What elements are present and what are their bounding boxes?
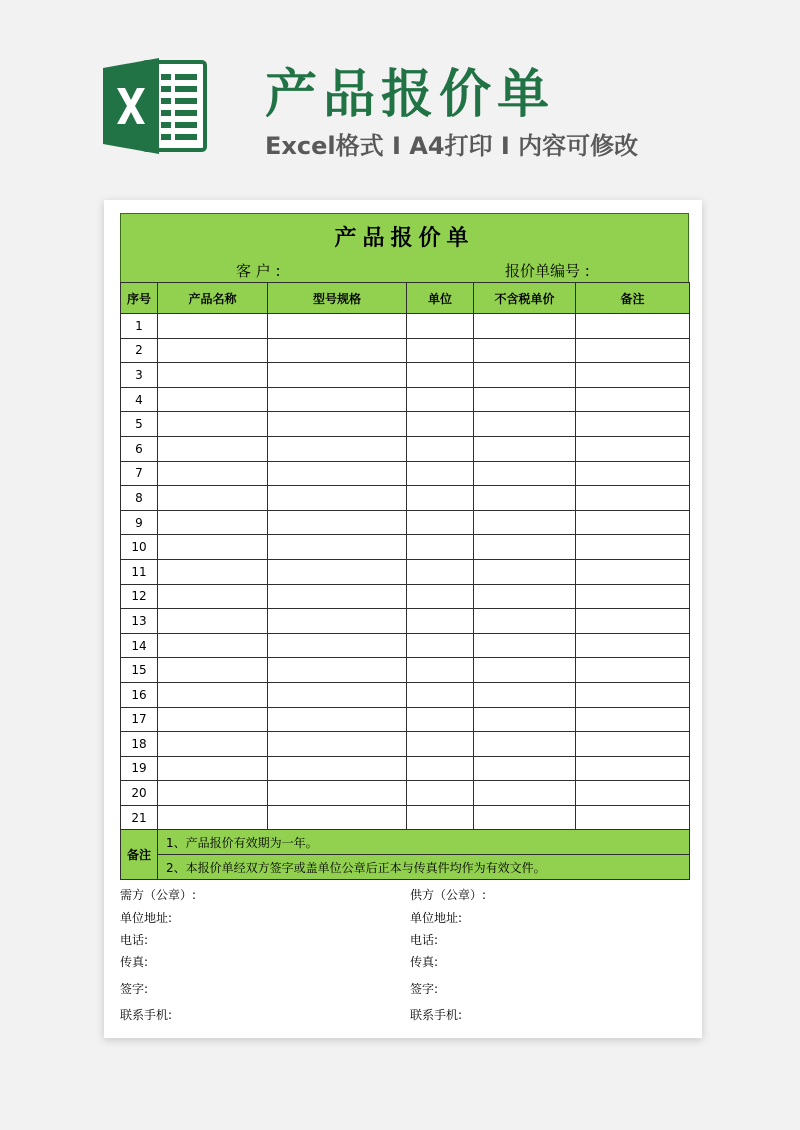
product-name-cell[interactable] (158, 707, 268, 732)
unit-price-cell[interactable] (474, 486, 576, 511)
model-spec-cell[interactable] (268, 707, 407, 732)
remark-cell[interactable] (576, 535, 690, 560)
seller-phone-label: 电话: (410, 933, 439, 947)
unit-cell[interactable] (407, 436, 474, 461)
row-index-cell: 18 (121, 732, 158, 757)
model-spec-cell[interactable] (268, 682, 407, 707)
remark-cell[interactable] (576, 314, 690, 339)
unit-cell[interactable] (407, 363, 474, 388)
table-row (121, 510, 690, 535)
unit-cell[interactable] (407, 314, 474, 339)
product-name-cell[interactable] (158, 387, 268, 412)
model-spec-cell[interactable] (268, 805, 407, 830)
model-spec-cell[interactable] (268, 633, 407, 658)
col-header-model-spec: 型号规格 (268, 283, 407, 314)
remark-cell[interactable] (576, 756, 690, 781)
product-name-cell[interactable] (158, 412, 268, 437)
unit-cell[interactable] (407, 707, 474, 732)
remark-cell[interactable] (576, 707, 690, 732)
row-index-cell: 20 (121, 781, 158, 806)
table-row (121, 314, 690, 339)
unit-price-cell[interactable] (474, 658, 576, 683)
model-spec-cell[interactable] (268, 756, 407, 781)
banner-subtitle: Excel格式 I A4打印 I 内容可修改 (265, 132, 639, 160)
model-spec-cell[interactable] (268, 436, 407, 461)
unit-cell[interactable] (407, 486, 474, 511)
table-row (121, 781, 690, 806)
row-index-cell: 6 (121, 436, 158, 461)
remark-cell[interactable] (576, 486, 690, 511)
row-index-cell: 10 (121, 535, 158, 560)
table-row (121, 412, 690, 437)
row-index-cell: 8 (121, 486, 158, 511)
col-header-unit: 单位 (407, 283, 474, 314)
remark-cell[interactable] (576, 387, 690, 412)
row-index-cell: 15 (121, 658, 158, 683)
remark-cell[interactable] (576, 609, 690, 634)
remark-cell[interactable] (576, 682, 690, 707)
table-row (121, 559, 690, 584)
product-name-cell[interactable] (158, 756, 268, 781)
banner-title: 产品报价单 (265, 65, 556, 125)
model-spec-cell[interactable] (268, 732, 407, 757)
unit-price-cell[interactable] (474, 805, 576, 830)
table-row (121, 535, 690, 560)
remark-cell[interactable] (576, 805, 690, 830)
unit-cell[interactable] (407, 756, 474, 781)
product-name-cell[interactable] (158, 535, 268, 560)
unit-cell[interactable] (407, 584, 474, 609)
unit-cell[interactable] (407, 609, 474, 634)
row-index-cell: 13 (121, 609, 158, 634)
unit-price-cell[interactable] (474, 584, 576, 609)
unit-cell[interactable] (407, 559, 474, 584)
model-spec-cell[interactable] (268, 412, 407, 437)
seller-mobile-label: 联系手机: (410, 1008, 463, 1022)
col-header-remark: 备注 (576, 283, 690, 314)
model-spec-cell[interactable] (268, 535, 407, 560)
unit-cell[interactable] (407, 658, 474, 683)
model-spec-cell[interactable] (268, 314, 407, 339)
remark-cell[interactable] (576, 559, 690, 584)
notes-row-1 (121, 830, 690, 855)
unit-price-cell[interactable] (474, 682, 576, 707)
product-name-cell[interactable] (158, 609, 268, 634)
buyer-mobile-label: 联系手机: (120, 1008, 173, 1022)
model-spec-cell[interactable] (268, 461, 407, 486)
product-name-cell[interactable] (158, 682, 268, 707)
buyer-phone-label: 电话: (120, 933, 149, 947)
unit-price-cell[interactable] (474, 510, 576, 535)
row-index-cell: 21 (121, 805, 158, 830)
quote-table (120, 282, 690, 880)
unit-price-cell[interactable] (474, 707, 576, 732)
table-header-row (121, 283, 690, 314)
product-name-cell[interactable] (158, 559, 268, 584)
unit-price-cell[interactable] (474, 314, 576, 339)
unit-cell[interactable] (407, 732, 474, 757)
buyer-sign-label: 签字: (120, 982, 149, 996)
remark-cell[interactable] (576, 633, 690, 658)
product-name-cell[interactable] (158, 510, 268, 535)
unit-cell[interactable] (407, 461, 474, 486)
product-name-cell[interactable] (158, 732, 268, 757)
buyer-party-label: 需方（公章）: (120, 888, 197, 902)
product-name-cell[interactable] (158, 363, 268, 388)
seller-fax-label: 传真: (410, 955, 439, 969)
unit-price-cell[interactable] (474, 387, 576, 412)
unit-cell[interactable] (407, 781, 474, 806)
unit-cell[interactable] (407, 387, 474, 412)
row-index-cell: 5 (121, 412, 158, 437)
table-row (121, 805, 690, 830)
remark-cell[interactable] (576, 412, 690, 437)
unit-cell[interactable] (407, 338, 474, 363)
remark-cell[interactable] (576, 658, 690, 683)
product-name-cell[interactable] (158, 781, 268, 806)
model-spec-cell[interactable] (268, 486, 407, 511)
customer-label: 客 户 : (236, 262, 281, 280)
row-index-cell: 9 (121, 510, 158, 535)
unit-price-cell[interactable] (474, 781, 576, 806)
unit-price-cell[interactable] (474, 609, 576, 634)
seller-sign-label: 签字: (410, 982, 439, 996)
unit-price-cell[interactable] (474, 732, 576, 757)
notes-row-2 (121, 855, 690, 880)
col-header-index: 序号 (121, 283, 158, 314)
quote-sheet (120, 213, 689, 880)
quote-number-label: 报价单编号 : (505, 262, 590, 280)
buyer-address-label: 单位地址: (120, 911, 173, 925)
row-index-cell: 7 (121, 461, 158, 486)
remark-cell[interactable] (576, 584, 690, 609)
table-row (121, 609, 690, 634)
col-header-unit-price: 不含税单价 (474, 283, 576, 314)
table-row (121, 486, 690, 511)
table-row (121, 338, 690, 363)
unit-cell[interactable] (407, 805, 474, 830)
remark-cell[interactable] (576, 781, 690, 806)
unit-price-cell[interactable] (474, 412, 576, 437)
quote-sheet-paper (104, 200, 702, 1038)
row-index-cell: 4 (121, 387, 158, 412)
model-spec-cell[interactable] (268, 559, 407, 584)
table-row (121, 363, 690, 388)
product-name-cell[interactable] (158, 658, 268, 683)
model-spec-cell[interactable] (268, 338, 407, 363)
model-spec-cell[interactable] (268, 584, 407, 609)
remark-cell[interactable] (576, 510, 690, 535)
row-index-cell: 16 (121, 682, 158, 707)
unit-price-cell[interactable] (474, 559, 576, 584)
model-spec-cell[interactable] (268, 510, 407, 535)
product-name-cell[interactable] (158, 805, 268, 830)
seller-party-label: 供方（公章）: (410, 888, 487, 902)
remark-cell[interactable] (576, 338, 690, 363)
row-index-cell: 3 (121, 363, 158, 388)
row-index-cell: 19 (121, 756, 158, 781)
excel-logo-icon (103, 56, 207, 156)
table-row (121, 584, 690, 609)
unit-price-cell[interactable] (474, 338, 576, 363)
remark-cell[interactable] (576, 436, 690, 461)
table-row (121, 756, 690, 781)
product-name-cell[interactable] (158, 584, 268, 609)
note-line: 2、本报价单经双方签字或盖单位公章后正本与传真件均作为有效文件。 (158, 855, 690, 880)
unit-cell[interactable] (407, 535, 474, 560)
product-name-cell[interactable] (158, 461, 268, 486)
unit-price-cell[interactable] (474, 461, 576, 486)
table-row (121, 387, 690, 412)
sheet-title: 产品报价单 (120, 213, 689, 258)
row-index-cell: 17 (121, 707, 158, 732)
remark-cell[interactable] (576, 461, 690, 486)
model-spec-cell[interactable] (268, 363, 407, 388)
unit-cell[interactable] (407, 412, 474, 437)
product-name-cell[interactable] (158, 338, 268, 363)
remark-cell[interactable] (576, 363, 690, 388)
model-spec-cell[interactable] (268, 781, 407, 806)
product-name-cell[interactable] (158, 486, 268, 511)
product-name-cell[interactable] (158, 314, 268, 339)
table-row (121, 707, 690, 732)
unit-cell[interactable] (407, 682, 474, 707)
row-index-cell: 12 (121, 584, 158, 609)
model-spec-cell[interactable] (268, 387, 407, 412)
unit-price-cell[interactable] (474, 633, 576, 658)
model-spec-cell[interactable] (268, 658, 407, 683)
table-row (121, 436, 690, 461)
sheet-meta-row (120, 258, 689, 282)
model-spec-cell[interactable] (268, 609, 407, 634)
row-index-cell: 2 (121, 338, 158, 363)
unit-cell[interactable] (407, 633, 474, 658)
product-name-cell[interactable] (158, 633, 268, 658)
table-row (121, 732, 690, 757)
table-row (121, 461, 690, 486)
buyer-fax-label: 传真: (120, 955, 149, 969)
unit-price-cell[interactable] (474, 436, 576, 461)
row-index-cell: 14 (121, 633, 158, 658)
table-body (121, 314, 690, 830)
table-row (121, 682, 690, 707)
note-line: 1、产品报价有效期为一年。 (158, 830, 690, 855)
table-row (121, 658, 690, 683)
notes-label: 备注 (121, 830, 158, 880)
row-index-cell: 11 (121, 559, 158, 584)
unit-price-cell[interactable] (474, 756, 576, 781)
unit-price-cell[interactable] (474, 535, 576, 560)
col-header-product-name: 产品名称 (158, 283, 268, 314)
remark-cell[interactable] (576, 732, 690, 757)
row-index-cell: 1 (121, 314, 158, 339)
product-name-cell[interactable] (158, 436, 268, 461)
unit-cell[interactable] (407, 510, 474, 535)
seller-address-label: 单位地址: (410, 911, 463, 925)
unit-price-cell[interactable] (474, 363, 576, 388)
table-row (121, 633, 690, 658)
